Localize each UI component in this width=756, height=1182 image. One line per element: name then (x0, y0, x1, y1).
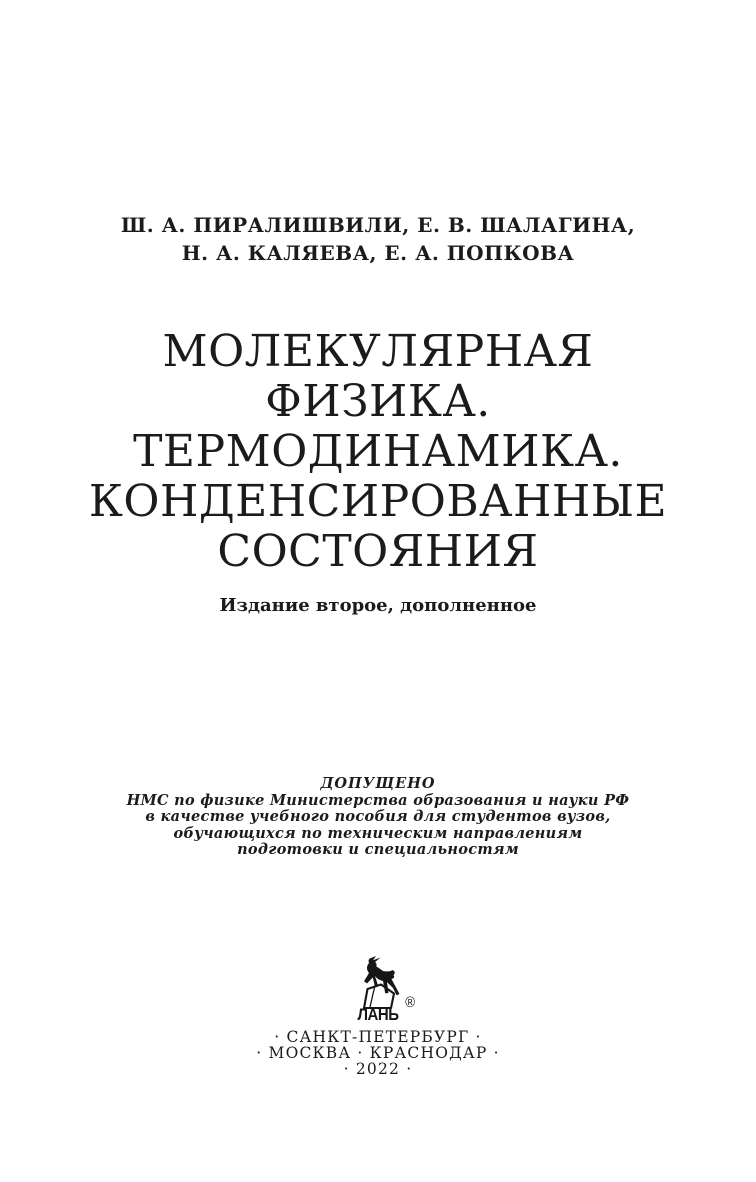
approval-block (0, 776, 756, 859)
imprint-year: · 2022 · (343, 1060, 413, 1078)
imprint-cities-1: · САНКТ-ПЕТЕРБУРГ · (274, 1028, 482, 1046)
authors-line-1: Ш. А. ПИРАЛИШВИЛИ, Е. В. ШАЛАГИНА, (120, 213, 636, 237)
registered-trademark-symbol: ® (405, 994, 415, 1011)
publisher-logo (0, 956, 756, 1023)
publisher-name: ЛАНЬ ® (357, 994, 415, 1024)
authors-line-2: Н. А. КАЛЯЕВА, Е. А. ПОПКОВА (181, 241, 575, 265)
edition-note: Издание второе, дополненное (219, 595, 537, 616)
title-line-5: СОСТОЯНИЯ (217, 526, 539, 577)
approval-line-2: в качестве учебного пособия для студентов вузов, (145, 808, 611, 825)
title-line-3: ТЕРМОДИНАМИКА. (133, 426, 623, 477)
title-line-2: ФИЗИКА. (265, 376, 491, 427)
imprint-cities-2: · МОСКВА · КРАСНОДАР · (256, 1044, 500, 1062)
book-title (0, 327, 756, 577)
title-line-4: КОНДЕНСИРОВАННЫЕ (88, 476, 668, 527)
approval-line-4: подготовки и специальностям (237, 841, 519, 858)
approval-line-3: обучающихся по техническим направлениям (173, 824, 583, 842)
imprint-block (0, 1029, 756, 1077)
publisher-logo-inner (352, 956, 415, 1024)
title-line-1: МОЛЕКУЛЯРНАЯ (162, 326, 594, 377)
approval-heading: ДОПУЩЕНО (320, 775, 436, 792)
approval-line-1: НМС по физике Министерства образования и науки РФ (126, 791, 630, 809)
authors-block (0, 211, 756, 267)
